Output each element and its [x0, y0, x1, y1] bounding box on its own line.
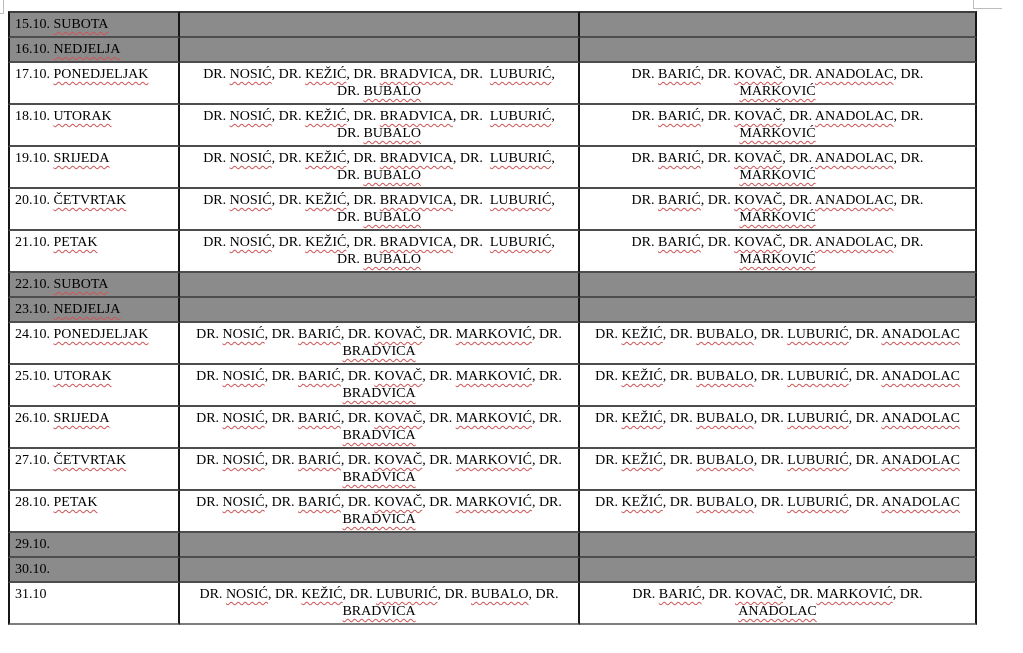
misspelled-word: BUBALO [470, 587, 529, 602]
misspelled-word: BARIĆ [658, 67, 701, 82]
misspelled-word: ANADOLAC [881, 327, 960, 342]
doctors-right-cell[interactable]: DR. BARIĆ, DR. KOVAČ, DR. ANADOLAC, DR. MARKOVIĆ [580, 105, 977, 147]
doctors-left-cell[interactable] [180, 298, 580, 323]
misspelled-word: KOVAČ [734, 151, 783, 166]
schedule-row [8, 231, 977, 273]
misspelled-word: KEŽIĆ [305, 151, 347, 166]
misspelled-word: BARIĆ [658, 109, 701, 124]
misspelled-word: MARKOVIĆ [739, 252, 816, 267]
misspelled-word: KOVAČ [734, 235, 783, 250]
misspelled-word: ANADOLAC [881, 369, 960, 384]
doctors-left-cell[interactable]: DR. NOSIĆ, DR. KEŽIĆ, DR. BRADVICA, DR. LUBURIĆ, DR. BUBALO [180, 189, 580, 231]
misspelled-word: BRADVICA [342, 604, 416, 619]
doctors-left-cell[interactable] [180, 38, 580, 63]
doctors-left-cell[interactable] [180, 558, 580, 583]
misspelled-word: BARIĆ [658, 235, 701, 250]
doctors-right-cell[interactable] [580, 533, 977, 558]
misspelled-word: BRADVICA [342, 428, 416, 443]
misspelled-word: BARIĆ [658, 151, 701, 166]
misspelled-word: MARKOVIĆ [739, 126, 816, 141]
misspelled-word: BARIĆ [298, 327, 341, 342]
misspelled-word: BRADVICA [342, 344, 416, 359]
misspelled-word: BRADVICA [342, 512, 416, 527]
schedule-row [8, 38, 977, 63]
date-cell[interactable]: 15.10. SUBOTA [8, 11, 180, 38]
doctors-right-cell[interactable]: DR. KEŽIĆ, DR. BUBALO, DR. LUBURIĆ, DR. ANADOLAC [580, 323, 977, 365]
misspelled-word: BUBALO [696, 411, 754, 426]
doctors-right-cell[interactable]: DR. KEŽIĆ, DR. BUBALO, DR. LUBURIĆ, DR. ANADOLAC [580, 449, 977, 491]
schedule-table-body [8, 11, 977, 625]
misspelled-word: BARIĆ [298, 453, 341, 468]
misspelled-word: ANADOLAC [814, 67, 894, 82]
misspelled-word: NOSIĆ [229, 67, 272, 82]
misspelled-word: LUBURIĆ [489, 109, 552, 124]
date-cell[interactable]: 28.10. PETAK [8, 491, 180, 533]
misspelled-word: ANADOLAC [881, 453, 960, 468]
misspelled-word: ANADOLAC [814, 151, 894, 166]
schedule-row [8, 298, 977, 323]
misspelled-word: UTORAK [53, 369, 112, 384]
misspelled-word: PONEDJELJAK [53, 327, 149, 342]
misspelled-word: BUBALO [363, 210, 421, 225]
misspelled-word: BRADVICA [342, 470, 416, 485]
schedule-row [8, 323, 977, 365]
misspelled-word: MARKOVIĆ [455, 369, 532, 384]
doctors-right-cell[interactable] [580, 38, 977, 63]
misspelled-word: BRADVICA [379, 67, 453, 82]
misspelled-word: NOSIĆ [229, 151, 272, 166]
misspelled-word: NOSIĆ [229, 235, 272, 250]
duty-schedule-table [8, 11, 977, 625]
misspelled-word: NOSIĆ [225, 587, 268, 602]
doctors-left-cell[interactable]: DR. NOSIĆ, DR. BARIĆ, DR. KOVAČ, DR. MARKOVIĆ, DR. BRADVICA [180, 365, 580, 407]
misspelled-word: KEŽIĆ [621, 411, 663, 426]
misspelled-word: KEŽIĆ [621, 369, 663, 384]
misspelled-word: NOSIĆ [222, 369, 265, 384]
misspelled-word: KEŽIĆ [305, 193, 347, 208]
doctors-left-cell[interactable]: DR. NOSIĆ, DR. BARIĆ, DR. KOVAČ, DR. MARKOVIĆ, DR. BRADVICA [180, 449, 580, 491]
doctors-right-cell[interactable]: DR. KEŽIĆ, DR. BUBALO, DR. LUBURIĆ, DR. ANADOLAC [580, 365, 977, 407]
page-margin-corner-mark-left [0, 0, 4, 14]
schedule-row [8, 147, 977, 189]
misspelled-word: ANADOLAC [881, 411, 960, 426]
schedule-row [8, 105, 977, 147]
misspelled-word: KEŽIĆ [305, 235, 347, 250]
misspelled-word: BUBALO [363, 84, 421, 99]
doctors-right-cell[interactable]: DR. BARIĆ, DR. KOVAČ, DR. ANADOLAC, DR. MARKOVIĆ [580, 189, 977, 231]
misspelled-word: LUBURIĆ [489, 67, 552, 82]
schedule-row [8, 189, 977, 231]
date-cell[interactable]: 18.10. UTORAK [8, 105, 180, 147]
date-cell[interactable]: 25.10. UTORAK [8, 365, 180, 407]
date-cell[interactable]: 30.10. [8, 558, 180, 583]
doctors-left-cell[interactable]: DR. NOSIĆ, DR. BARIĆ, DR. KOVAČ, DR. MARKOVIĆ, DR. BRADVICA [180, 407, 580, 449]
doctors-right-cell[interactable] [580, 298, 977, 323]
doctors-left-cell[interactable]: DR. NOSIĆ, DR. BARIĆ, DR. KOVAČ, DR. MARKOVIĆ, DR. BRADVICA [180, 491, 580, 533]
misspelled-word: BUBALO [363, 168, 421, 183]
misspelled-word: BRADVICA [379, 193, 453, 208]
misspelled-word: KOVAČ [374, 327, 423, 342]
misspelled-word: PETAK [53, 235, 98, 250]
misspelled-word: KEŽIĆ [621, 327, 663, 342]
schedule-row [8, 449, 977, 491]
misspelled-word: BARIĆ [658, 193, 701, 208]
schedule-row [8, 558, 977, 583]
date-cell[interactable]: 19.10. SRIJEDA [8, 147, 180, 189]
misspelled-word: SUBOTA [53, 277, 109, 292]
misspelled-word: MARKOVIĆ [739, 168, 816, 183]
misspelled-word: KOVAČ [735, 587, 784, 602]
misspelled-word: ANADOLAC [881, 495, 960, 510]
date-cell[interactable]: 22.10. SUBOTA [8, 273, 180, 298]
doctors-left-cell[interactable]: DR. NOSIĆ, DR. KEŽIĆ, DR. BRADVICA, DR. LUBURIĆ, DR. BUBALO [180, 147, 580, 189]
date-cell[interactable]: 16.10. NEDJELJA [8, 38, 180, 63]
doctors-left-cell[interactable] [180, 533, 580, 558]
misspelled-word: KOVAČ [734, 67, 783, 82]
misspelled-word: BARIĆ [298, 411, 341, 426]
misspelled-word: LUBURIĆ [787, 453, 849, 468]
misspelled-word: LUBURIĆ [787, 495, 849, 510]
misspelled-word: MARKOVIĆ [455, 327, 532, 342]
misspelled-word: NOSIĆ [222, 411, 265, 426]
date-cell[interactable]: 29.10. [8, 533, 180, 558]
misspelled-word: NEDJELJA [53, 302, 121, 317]
misspelled-word: PETAK [53, 495, 98, 510]
misspelled-word: KEŽIĆ [305, 67, 347, 82]
misspelled-word: ANADOLAC [814, 109, 894, 124]
misspelled-word: BUBALO [363, 126, 421, 141]
date-cell[interactable]: 20.10. ČETVRTAK [8, 189, 180, 231]
doctors-right-cell[interactable] [580, 273, 977, 298]
doctors-right-cell[interactable]: DR. KEŽIĆ, DR. BUBALO, DR. LUBURIĆ, DR. ANADOLAC [580, 491, 977, 533]
schedule-row [8, 365, 977, 407]
misspelled-word: BUBALO [696, 369, 754, 384]
misspelled-word: BUBALO [696, 495, 754, 510]
misspelled-word: ANADOLAC [814, 235, 894, 250]
misspelled-word: NOSIĆ [222, 453, 265, 468]
doctors-left-cell[interactable]: DR. NOSIĆ, DR. KEŽIĆ, DR. LUBURIĆ, DR. BUBALO, DR. BRADVICA [180, 583, 580, 625]
doctors-left-cell[interactable] [180, 273, 580, 298]
misspelled-word: ANADOLAC [738, 604, 817, 619]
page-margin-corner-mark-right [973, 0, 1002, 9]
date-cell[interactable]: 31.10 [8, 583, 180, 625]
misspelled-word: KOVAČ [374, 453, 423, 468]
misspelled-word: MARKOVIĆ [739, 210, 816, 225]
doctors-right-cell[interactable] [580, 558, 977, 583]
doctors-right-cell[interactable]: DR. BARIĆ, DR. KOVAČ, DR. ANADOLAC, DR. MARKOVIĆ [580, 63, 977, 105]
misspelled-word: ČETVRTAK [53, 193, 127, 208]
misspelled-word: BRADVICA [379, 109, 453, 124]
misspelled-word: NOSIĆ [229, 193, 272, 208]
schedule-row [8, 63, 977, 105]
misspelled-word: MARKOVIĆ [455, 495, 532, 510]
misspelled-word: BUBALO [696, 453, 754, 468]
doctors-left-cell[interactable]: DR. NOSIĆ, DR. BARIĆ, DR. KOVAČ, DR. MARKOVIĆ, DR. BRADVICA [180, 323, 580, 365]
schedule-row [8, 407, 977, 449]
misspelled-word: KOVAČ [374, 495, 423, 510]
misspelled-word: NOSIĆ [229, 109, 272, 124]
date-cell[interactable]: 17.10. PONEDJELJAK [8, 63, 180, 105]
date-cell[interactable]: 24.10. PONEDJELJAK [8, 323, 180, 365]
doctors-left-cell[interactable]: DR. NOSIĆ, DR. KEŽIĆ, DR. BRADVICA, DR. LUBURIĆ, DR. BUBALO [180, 63, 580, 105]
misspelled-word: KEŽIĆ [621, 495, 663, 510]
misspelled-word: KOVAČ [374, 369, 423, 384]
misspelled-word: BARIĆ [298, 369, 341, 384]
misspelled-word: SRIJEDA [53, 411, 110, 426]
misspelled-word: BRADVICA [379, 235, 453, 250]
date-cell[interactable]: 21.10. PETAK [8, 231, 180, 273]
schedule-row [8, 491, 977, 533]
misspelled-word: LUBURIĆ [787, 411, 849, 426]
doctors-left-cell[interactable] [180, 11, 580, 38]
schedule-row [8, 11, 977, 38]
misspelled-word: BARIĆ [658, 587, 702, 602]
misspelled-word: SRIJEDA [53, 151, 110, 166]
misspelled-word: MARKOVIĆ [816, 587, 893, 602]
misspelled-word: BUBALO [696, 327, 754, 342]
misspelled-word: LUBURIĆ [489, 193, 552, 208]
date-cell[interactable]: 27.10. ČETVRTAK [8, 449, 180, 491]
misspelled-word: UTORAK [53, 109, 112, 124]
misspelled-word: KOVAČ [374, 411, 423, 426]
misspelled-word: KEŽIĆ [305, 109, 347, 124]
misspelled-word: NEDJELJA [53, 42, 121, 57]
misspelled-word: ANADOLAC [814, 193, 894, 208]
misspelled-word: BRADVICA [342, 386, 416, 401]
date-cell[interactable]: 23.10. NEDJELJA [8, 298, 180, 323]
misspelled-word: MARKOVIĆ [739, 84, 816, 99]
misspelled-word: ČETVRTAK [53, 453, 127, 468]
doctors-right-cell[interactable]: DR. KEŽIĆ, DR. BUBALO, DR. LUBURIĆ, DR. ANADOLAC [580, 407, 977, 449]
misspelled-word: LUBURIĆ [787, 327, 849, 342]
misspelled-word: KEŽIĆ [621, 453, 663, 468]
doctors-left-cell[interactable]: DR. NOSIĆ, DR. KEŽIĆ, DR. BRADVICA, DR. LUBURIĆ, DR. BUBALO [180, 105, 580, 147]
doctors-left-cell[interactable]: DR. NOSIĆ, DR. KEŽIĆ, DR. BRADVICA, DR. LUBURIĆ, DR. BUBALO [180, 231, 580, 273]
misspelled-word: SUBOTA [53, 17, 109, 32]
schedule-row [8, 533, 977, 558]
misspelled-word: KEŽIĆ [301, 587, 343, 602]
misspelled-word: BUBALO [363, 252, 421, 267]
schedule-row [8, 583, 977, 625]
misspelled-word: LUBURIĆ [489, 151, 552, 166]
misspelled-word: KOVAČ [734, 193, 783, 208]
misspelled-word: LUBURIĆ [376, 587, 438, 602]
misspelled-word: BRADVICA [379, 151, 453, 166]
doctors-right-cell[interactable]: DR. BARIĆ, DR. KOVAČ, DR. MARKOVIĆ, DR. ANADOLAC [580, 583, 977, 625]
date-cell[interactable]: 26.10. SRIJEDA [8, 407, 180, 449]
misspelled-word: KOVAČ [734, 109, 783, 124]
misspelled-word: MARKOVIĆ [455, 411, 532, 426]
misspelled-word: NOSIĆ [222, 495, 265, 510]
misspelled-word: LUBURIĆ [489, 235, 552, 250]
misspelled-word: BARIĆ [298, 495, 341, 510]
misspelled-word: MARKOVIĆ [455, 453, 532, 468]
misspelled-word: NOSIĆ [222, 327, 265, 342]
doctors-right-cell[interactable]: DR. BARIĆ, DR. KOVAČ, DR. ANADOLAC, DR. MARKOVIĆ [580, 231, 977, 273]
doctors-right-cell[interactable]: DR. BARIĆ, DR. KOVAČ, DR. ANADOLAC, DR. MARKOVIĆ [580, 147, 977, 189]
misspelled-word: LUBURIĆ [787, 369, 849, 384]
schedule-row [8, 273, 977, 298]
doctors-right-cell[interactable] [580, 11, 977, 38]
misspelled-word: PONEDJELJAK [53, 67, 149, 82]
